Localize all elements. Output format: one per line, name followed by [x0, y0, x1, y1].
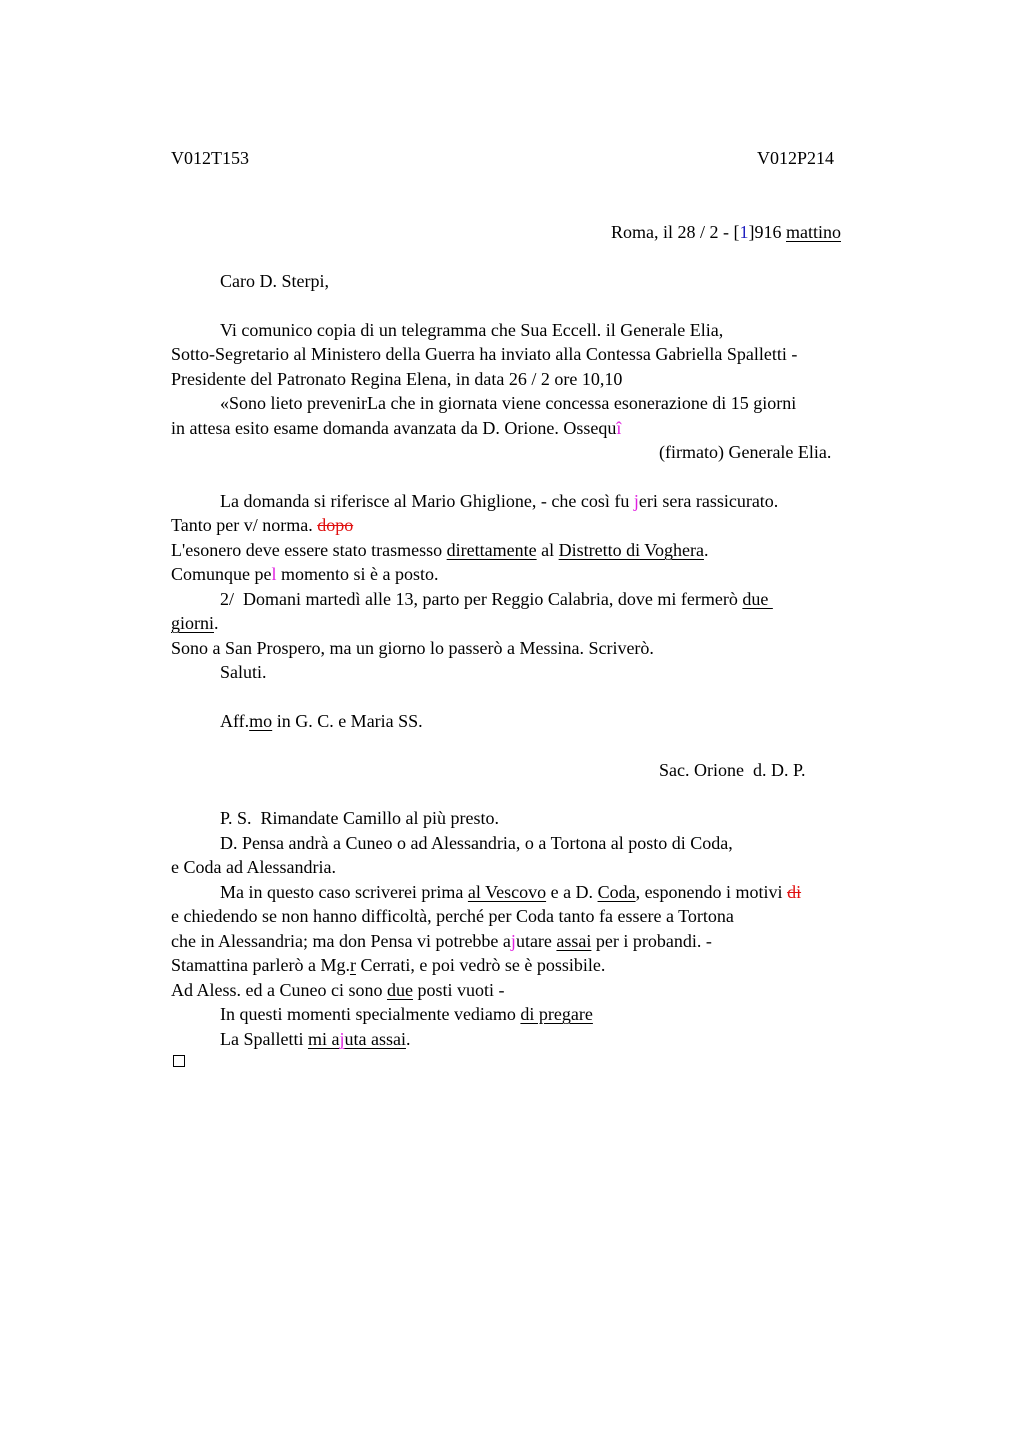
para1-line: Presidente del Patronato Regina Elena, in data 26 / 2 ore 10,10 [171, 369, 623, 389]
postscript-line: Stamattina parlerò a Mg.r Cerrati, e poi vedrò se è possibile. [171, 955, 606, 975]
postscript-line: e Coda ad Alessandria. [171, 857, 336, 877]
greeting: Caro D. Sterpi, [220, 271, 329, 291]
quote-signature: (firmato) Generale Elia. [659, 442, 832, 462]
header-right-code: V012P214 [757, 148, 835, 168]
para2-line: L'esonero deve essere stato trasmesso direttamente al Distretto di Voghera. [171, 540, 709, 560]
postscript-line: La Spalletti mi ajuta assai. [220, 1029, 411, 1049]
date-line: Roma, il 28 / 2 - [1]916 mattino [611, 222, 841, 242]
postscript-line: Ma in questo caso scriverei prima al Vescovo e a D. Coda, esponendo i motivi di [220, 882, 802, 902]
para3-line: 2/ Domani martedì alle 13, parto per Reggio Calabria, dove mi fermerò due [220, 589, 773, 609]
para2-line: Tanto per v/ norma. dopo [171, 515, 354, 535]
quote-line: in attesa esito esame domanda avanzata da D. Orione. Ossequî [171, 418, 622, 438]
para1-line: Sotto-Segretario al Ministero della Guerra ha inviato alla Contessa Gabriella Spalletti - [171, 344, 798, 364]
header-left-code: V012T153 [171, 148, 249, 168]
postscript-line: In questi momenti specialmente vediamo di pregare [220, 1004, 593, 1024]
postscript-line: D. Pensa andrà a Cuneo o ad Alessandria, o a Tortona al posto di Coda, [220, 833, 733, 853]
postscript-line: P. S. Rimandate Camillo al più presto. [220, 808, 499, 828]
closing: Aff.mo in G. C. e Maria SS. [220, 711, 423, 731]
signature: Sac. Orione d. D. P. [659, 760, 806, 780]
salutation: Saluti. [220, 662, 267, 682]
postscript-line: e chiedendo se non hanno difficoltà, perché per Coda tanto fa essere a Tortona [171, 906, 734, 926]
postscript-line: che in Alessandria; ma don Pensa vi potrebbe ajutare assai per i probandi. - [171, 931, 712, 951]
para2-line: Comunque pel momento si è a posto. [171, 564, 439, 584]
quote-line: «Sono lieto prevenirLa che in giornata viene concessa esonerazione di 15 giorni [220, 393, 797, 413]
end-box-icon [173, 1055, 185, 1067]
para3-line: Sono a San Prospero, ma un giorno lo passerò a Messina. Scriverò. [171, 638, 654, 658]
para2-line: La domanda si riferisce al Mario Ghiglione, - che così fu jeri sera rassicurato. [220, 491, 779, 511]
para3-line: giorni. [171, 613, 219, 633]
para1-line: Vi comunico copia di un telegramma che Sua Eccell. il Generale Elia, [220, 320, 724, 340]
postscript-line: Ad Aless. ed a Cuneo ci sono due posti vuoti - [171, 980, 505, 1000]
